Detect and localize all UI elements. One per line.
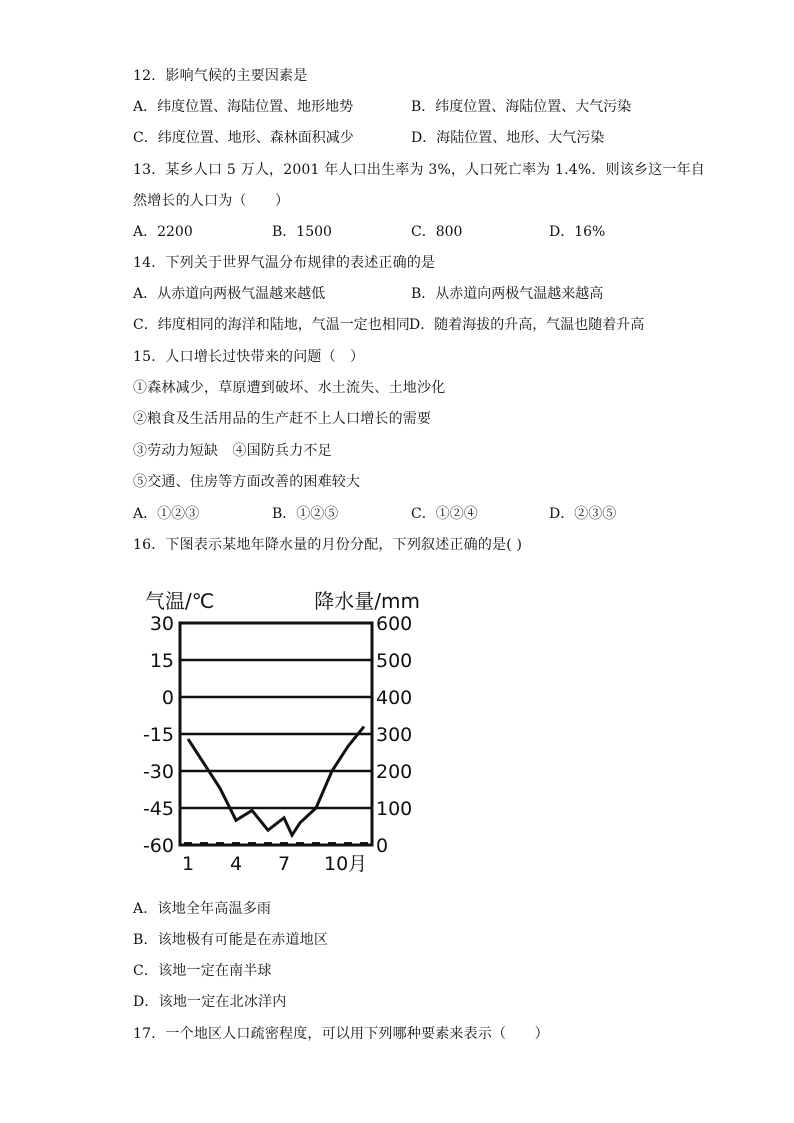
- left-axis-label: 气温/℃: [145, 589, 215, 613]
- q15-stem: 15．人口增长过快带来的问题（ ）: [133, 349, 365, 365]
- left-tick-label: -45: [142, 798, 174, 820]
- x-tick-label: 7: [277, 853, 291, 875]
- q15-option-d[interactable]: D．②③⑤: [549, 506, 617, 522]
- right-axis-label: 降水量/mm: [314, 589, 420, 613]
- q16-option-a[interactable]: A．该地全年高温多雨: [133, 901, 272, 917]
- left-tick-label: -60: [142, 835, 174, 857]
- x-tick-label: 4: [229, 853, 243, 875]
- left-axis-ticks: [143, 613, 174, 857]
- q12-stem: 12．影响气候的主要因素是: [133, 68, 308, 84]
- right-tick-label: 500: [376, 650, 413, 672]
- q14-option-a[interactable]: A．从赤道向两极气温越来越低: [133, 286, 326, 302]
- q16-option-d[interactable]: D．该地一定在北冰洋内: [133, 994, 287, 1010]
- right-tick-label: 0: [376, 835, 389, 857]
- left-tick-label: 30: [149, 613, 174, 635]
- q12-option-a[interactable]: A．纬度位置、海陆位置、地形地势: [133, 99, 354, 115]
- right-tick-label: 200: [376, 761, 413, 783]
- x-tick-label: 10月: [324, 853, 368, 875]
- q13-option-a[interactable]: A．2200: [133, 224, 193, 240]
- q15-option-b[interactable]: B．①②⑤: [272, 506, 339, 522]
- q13-stem-line1: 13．某乡人口 5 万人，2001 年人口出生率为 3%，人口死亡率为 1.4%．则该乡这一年自: [133, 162, 705, 178]
- q15-item-3-4: ③劳动力短缺 ④国防兵力不足: [133, 443, 332, 459]
- right-tick-label: 100: [376, 798, 413, 820]
- q13-option-d[interactable]: D．16%: [549, 224, 606, 240]
- q14-stem: 14．下列关于世界气温分布规律的表述正确的是: [133, 255, 436, 271]
- q12-option-b[interactable]: B．纬度位置、海陆位置、大气污染: [411, 99, 632, 115]
- q15-option-c[interactable]: C．①②④: [411, 506, 478, 522]
- left-tick-label: -15: [142, 724, 174, 746]
- q14-option-d[interactable]: D．随着海拔的升高，气温也随着升高: [409, 317, 645, 333]
- q16-option-c[interactable]: C．该地一定在南半球: [133, 963, 272, 979]
- q15-item-5: ⑤交通、住房等方面改善的困难较大: [133, 474, 361, 490]
- q13-stem-line2: 然增长的人口为（ ）: [133, 193, 290, 209]
- right-tick-label: 400: [376, 687, 413, 709]
- q15-item-1: ①森林减少，草原遭到破坏、水土流失、土地沙化: [133, 380, 446, 396]
- right-axis-ticks: [376, 613, 412, 857]
- q13-option-c[interactable]: C．800: [411, 224, 463, 240]
- q14-option-c[interactable]: C．纬度相同的海洋和陆地，气温一定也相同: [133, 317, 410, 333]
- right-tick-label: 600: [376, 613, 413, 635]
- left-tick-label: 15: [149, 650, 174, 672]
- left-tick-label: -30: [142, 761, 174, 783]
- x-tick-label: 1: [181, 853, 195, 875]
- grid-lines: [180, 660, 372, 808]
- q12-option-c[interactable]: C．纬度位置、地形、森林面积减少: [133, 130, 354, 146]
- q15-option-a[interactable]: A．①②③: [133, 506, 200, 522]
- q16-option-b[interactable]: B．该地极有可能是在赤道地区: [133, 932, 329, 948]
- q12-option-d[interactable]: D．海陆位置、地形、大气污染: [411, 130, 605, 146]
- q15-item-2: ②粮食及生活用品的生产赶不上人口增长的需要: [133, 411, 432, 427]
- x-axis-ticks: [182, 853, 367, 875]
- left-tick-label: 0: [161, 687, 174, 709]
- q17-stem: 17．一个地区人口疏密程度，可以用下列哪种要素来表示（ ）: [133, 1026, 549, 1042]
- right-tick-label: 300: [376, 724, 413, 746]
- q16-stem: 16．下图表示某地年降水量的月份分配，下列叙述正确的是( ): [133, 537, 523, 553]
- q14-option-b[interactable]: B．从赤道向两极气温越来越高: [411, 286, 604, 302]
- q13-option-b[interactable]: B．1500: [272, 224, 332, 240]
- temperature-line: [188, 727, 364, 836]
- climate-chart: [140, 585, 430, 875]
